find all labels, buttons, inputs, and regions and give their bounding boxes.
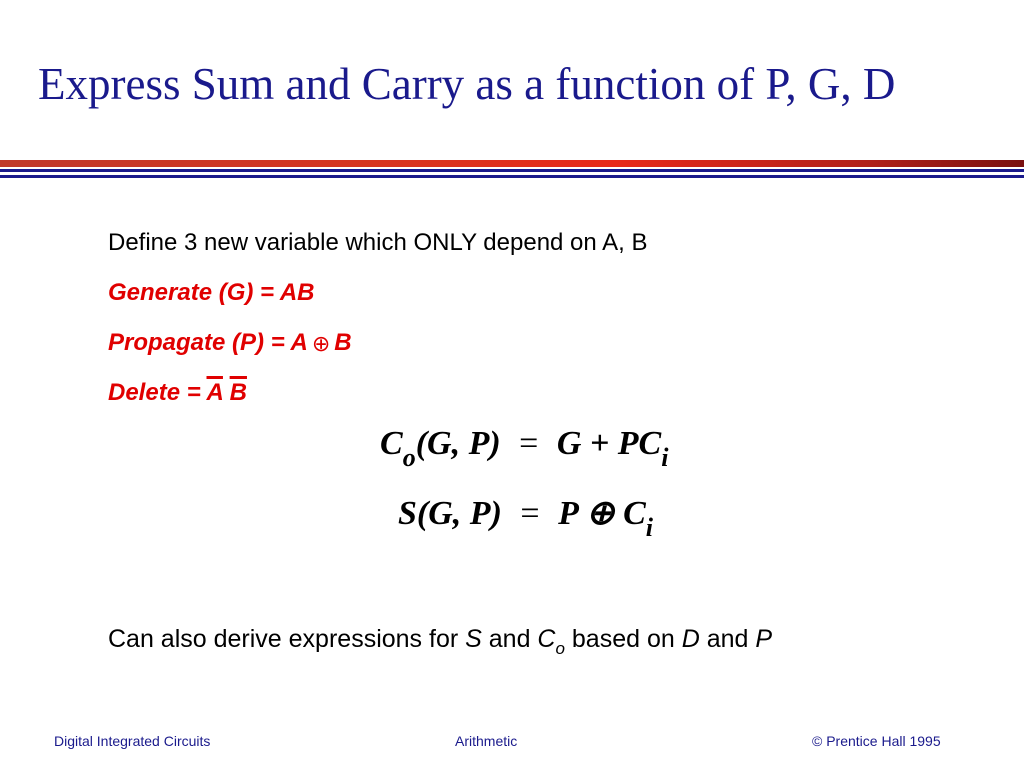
propagate-left: Propagate (P) = A — [108, 329, 308, 356]
note-s: S — [465, 625, 482, 653]
sum-lhs-args: (G, P) — [416, 495, 502, 532]
delete-definition — [108, 379, 247, 407]
sum-rhs-sub: i — [645, 513, 653, 542]
sum-equals: = — [520, 495, 540, 532]
title-divider-red — [0, 160, 1024, 167]
footer-course: Digital Integrated Circuits — [54, 733, 211, 749]
note-part1: Can also derive expressions for — [108, 625, 466, 653]
note-c: C — [537, 625, 556, 653]
carry-rhs-sub: i — [661, 443, 669, 472]
intro-text: Define 3 new variable which ONLY depend on A, B — [108, 229, 648, 256]
carry-equals: = — [519, 425, 539, 462]
sum-lhs-var: S — [398, 495, 417, 532]
carry-equation — [380, 425, 669, 472]
note-p: P — [755, 625, 773, 653]
propagate-definition — [108, 329, 352, 357]
carry-lhs-sub: o — [402, 443, 416, 472]
generate-definition: Generate (G) = AB — [108, 279, 315, 306]
title-divider-blue-1 — [0, 169, 1024, 172]
note-part3: based on — [564, 625, 682, 653]
carry-lhs-var: C — [380, 425, 403, 462]
sum-equation — [398, 493, 653, 542]
note-part2: and — [481, 625, 538, 653]
footer-copyright: © Prentice Hall 1995 — [812, 733, 941, 749]
slide-title: Express Sum and Carry as a function of P, G, D — [38, 59, 896, 109]
delete-prefix: Delete = — [108, 379, 207, 406]
xor-symbol: ⊕ — [311, 331, 331, 356]
sum-rhs-main: P ⊕ C — [558, 495, 646, 532]
carry-rhs-main: G + PC — [556, 425, 662, 462]
carry-lhs-args: (G, P) — [415, 425, 501, 462]
delete-a-bar: $\overline{A}$ — [206, 379, 223, 406]
note-c-sub: o — [555, 639, 565, 658]
title-divider-blue-2 — [0, 175, 1024, 178]
note-part4: and — [699, 625, 756, 653]
delete-b-bar: $\overline{B}$ — [229, 379, 247, 406]
note-d: D — [681, 625, 700, 653]
propagate-right: B — [334, 329, 352, 356]
footer-topic: Arithmetic — [455, 733, 518, 749]
note-paragraph — [108, 622, 848, 659]
